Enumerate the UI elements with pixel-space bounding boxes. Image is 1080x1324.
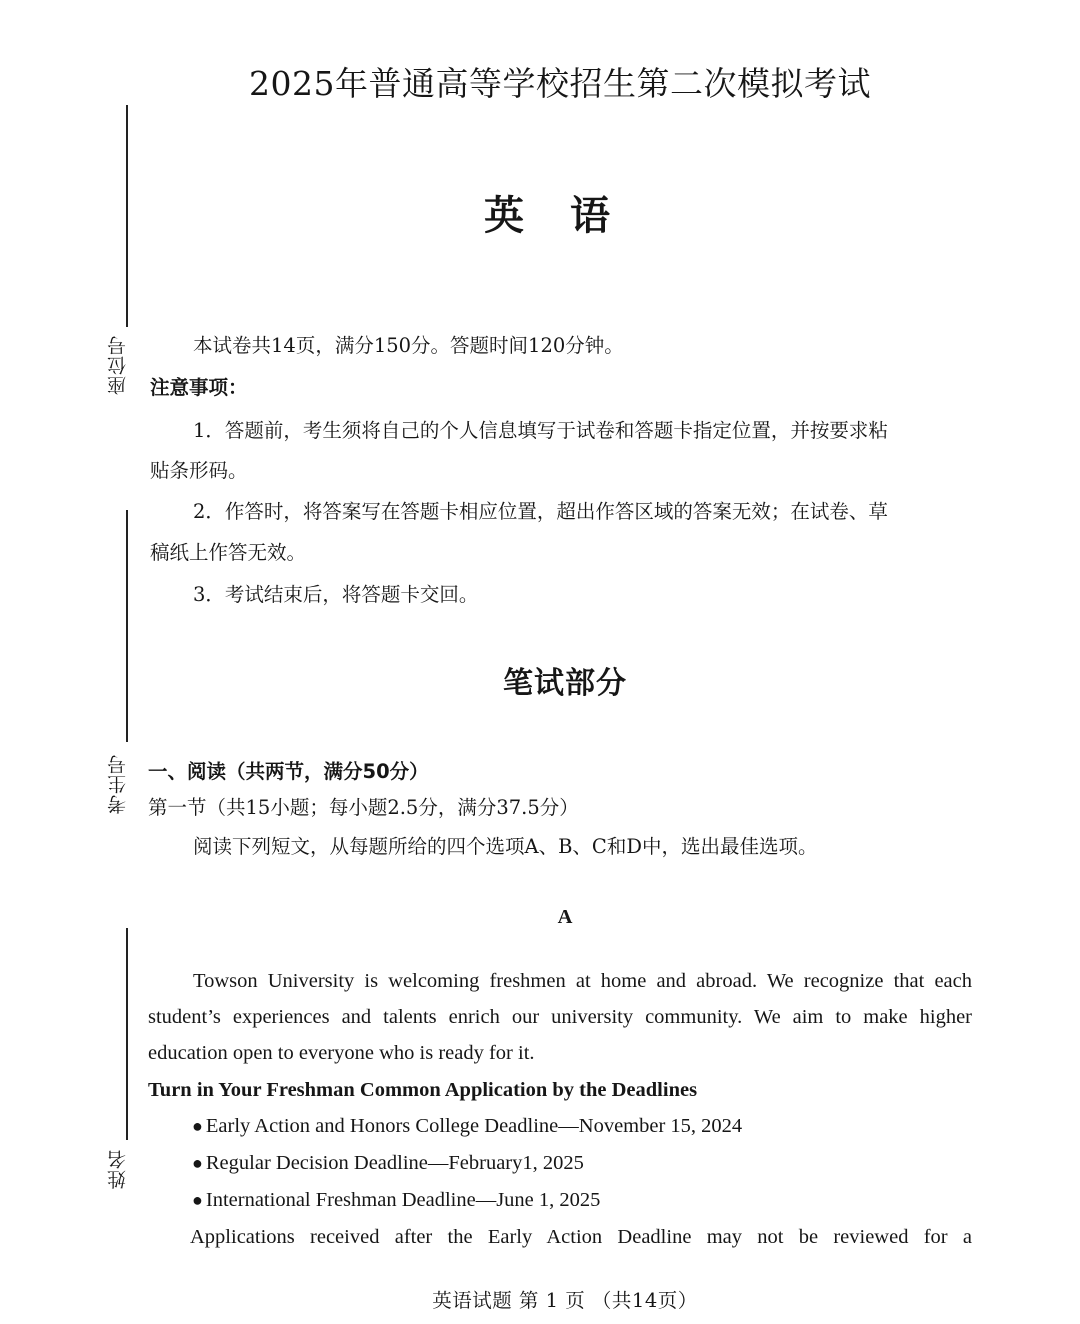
notice-heading: 注意事项： xyxy=(150,376,248,399)
notice-2-line-2: 稿纸上作答无效。 xyxy=(150,541,307,564)
deadline-text: Early Action and Honors College Deadline—November 15, 2024 xyxy=(205,1115,743,1137)
passage-label: A xyxy=(557,906,573,928)
notice-2-line-1: 2．作答时，将答案写在答题卡相应位置，超出作答区域的答案无效；在试卷、草 xyxy=(193,500,888,523)
exam-number-label: 考生号 xyxy=(107,754,129,814)
passage-line-4: Applications received after the Early Action Deadline may not be reviewed for a xyxy=(190,1226,972,1248)
notice-3: 3．考试结束后，将答题卡交回。 xyxy=(193,583,479,606)
section-title: 笔试部分 xyxy=(503,666,627,701)
reading-instruction: 阅读下列短文，从每题所给的四个选项A、B、C和D中，选出最佳选项。 xyxy=(193,835,818,858)
deadline-item xyxy=(192,1152,584,1175)
passage-line-1: Towson University is welcoming freshmen at home and abroad. We recognize that each xyxy=(193,970,972,992)
deadline-item xyxy=(192,1115,742,1138)
seat-number-label: 座位号 xyxy=(107,335,129,395)
section-heading: 第一节（共15小题；每小题2.5分，满分37.5分） xyxy=(148,796,579,819)
bullet-icon: ● xyxy=(192,1190,203,1210)
name-label: 姓名 xyxy=(107,1149,129,1189)
deadline-text: International Freshman Deadline—June 1, 2025 xyxy=(205,1189,601,1211)
binding-line-name xyxy=(126,928,128,1140)
notice-1-line-2: 贴条形码。 xyxy=(150,459,248,482)
binding-line-exam-number xyxy=(126,510,128,742)
subject-title: 英语 xyxy=(484,193,656,239)
notice-1-line-1: 1．答题前，考生须将自己的个人信息填写于试卷和答题卡指定位置，并按要求粘 xyxy=(193,419,888,442)
bullet-icon: ● xyxy=(192,1153,203,1173)
passage-line-2: student’s experiences and talents enrich our university community. We aim to make higher xyxy=(148,1006,972,1028)
page-footer: 英语试题 第 1 页 （共14页） xyxy=(432,1289,698,1312)
bullet-icon: ● xyxy=(192,1116,203,1136)
deadline-subheading: Turn in Your Freshman Common Application by the Deadlines xyxy=(148,1079,698,1101)
passage-line-3: education open to everyone who is ready for it. xyxy=(148,1042,535,1064)
part-heading: 一、阅读（共两节，满分50分） xyxy=(148,760,429,783)
exam-title: 2025年普通高等学校招生第二次模拟考试 xyxy=(249,64,871,103)
exam-summary: 本试卷共14页，满分150分。答题时间120分钟。 xyxy=(193,334,624,357)
deadline-item xyxy=(192,1189,600,1212)
deadline-text: Regular Decision Deadline—February1, 2025 xyxy=(205,1152,584,1174)
